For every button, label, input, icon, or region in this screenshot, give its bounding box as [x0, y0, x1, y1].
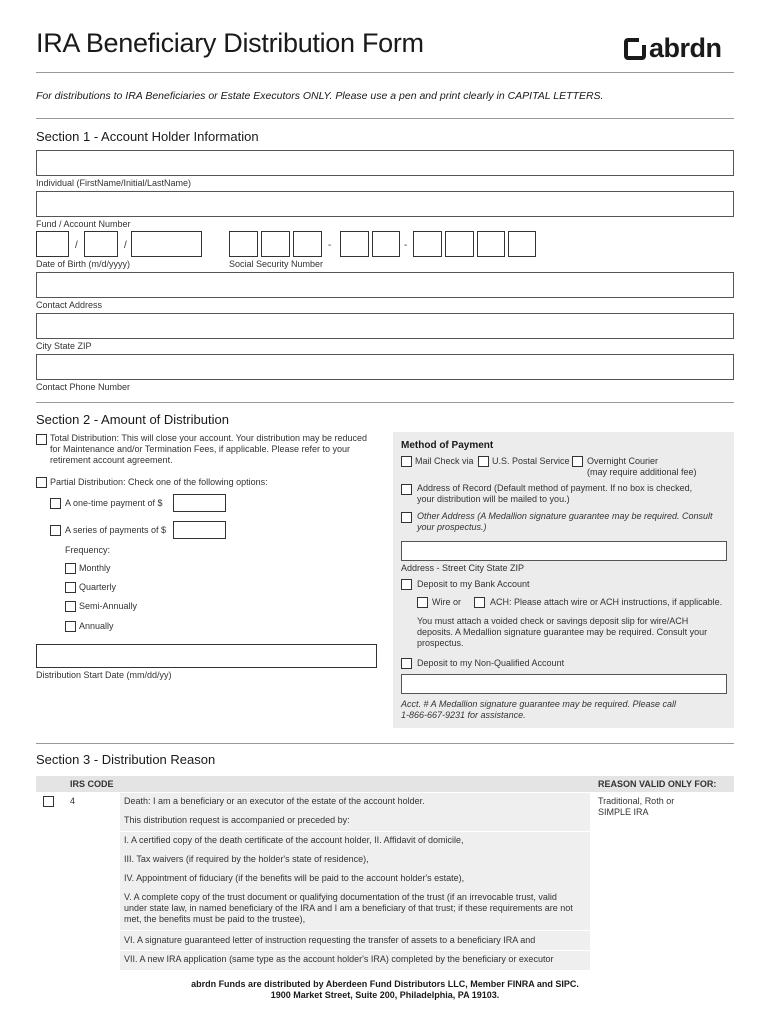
- quarterly-checkbox[interactable]: [65, 582, 76, 593]
- ssn-digit-field[interactable]: [445, 231, 474, 257]
- ach-label: ACH: Please attach wire or ACH instructions, if applicable.: [490, 597, 723, 607]
- other-address-text: Other Address (A Medallion signature guarantee may be required. Consult your prospectus.): [417, 511, 713, 532]
- series-amount-field[interactable]: [173, 521, 226, 539]
- death-reason-text: Death: I am a beneficiary or an executor of the estate of the account holder.: [124, 796, 425, 806]
- quarterly-label: Quarterly: [79, 582, 117, 592]
- ssn-digit-field[interactable]: [372, 231, 400, 257]
- partial-distribution-text: Partial Distribution: Check one of the following options:: [50, 477, 268, 487]
- contact-address-label: Contact Address: [36, 300, 103, 310]
- account-number-note: Acct. # A Medallion signature guarantee may be required. Please call 1-866-667-9231 for assistance.: [401, 699, 676, 720]
- requirement-item: VII. A new IRA application (same type as the account holder's IRA) completed by the beneficiary or executor: [124, 954, 554, 964]
- distribution-start-date-field[interactable]: [36, 644, 377, 668]
- ssn-label: Social Security Number: [229, 259, 324, 269]
- monthly-checkbox[interactable]: [65, 563, 76, 574]
- contact-phone-label: Contact Phone Number: [36, 382, 131, 392]
- ssn-dash: -: [404, 240, 408, 251]
- abrdn-logo-icon: [624, 38, 646, 60]
- form-instructions: For distributions to IRA Beneficiaries or Estate Executors ONLY. Please use a pen and print clearly in CAPITAL LETTERS.: [36, 90, 604, 102]
- semi-annually-label: Semi-Annually: [79, 601, 138, 611]
- address-of-record-text: Address of Record (Default method of payment. If no box is checked, your distribution will be mailed to you.): [417, 483, 693, 504]
- section3-heading: Section 3 - Distribution Reason: [36, 752, 216, 767]
- account-number-field[interactable]: [401, 674, 727, 694]
- annually-checkbox[interactable]: [65, 621, 76, 632]
- requirement-item: V. A complete copy of the trust document or qualifying documentation of the trust (if an irrevocable trust, valid under state law, in named beneficiary of the IRA and I am a beneficiary of that trust; if these requirements are not met, the benefits must be paid to the trustee),: [124, 892, 573, 924]
- header-divider: [36, 72, 734, 73]
- form-title: IRA Beneficiary Distribution Form: [36, 28, 424, 58]
- ssn-dash: -: [328, 240, 332, 251]
- section1-divider: [36, 118, 734, 119]
- method-of-payment-heading: Method of Payment: [401, 440, 494, 451]
- reason-valid-header: REASON VALID ONLY FOR:: [598, 779, 717, 789]
- mail-check-checkbox[interactable]: [401, 456, 412, 467]
- section2-divider: [36, 402, 734, 403]
- one-time-payment-checkbox[interactable]: [50, 498, 61, 509]
- contact-phone-field[interactable]: [36, 354, 734, 380]
- other-address-label: Address - Street City State ZIP: [401, 563, 525, 573]
- distribution-start-date-label: Distribution Start Date (mm/dd/yy): [36, 670, 172, 680]
- requirement-item: IV. Appointment of fiduciary (if the benefits will be paid to the account holder's estate),: [124, 873, 465, 883]
- ssn-digit-field[interactable]: [508, 231, 536, 257]
- overnight-courier-label: Overnight Courier: [587, 456, 659, 466]
- death-reason-checkbox[interactable]: [43, 796, 54, 807]
- address-of-record-checkbox[interactable]: [401, 484, 412, 495]
- dob-slash: /: [124, 240, 127, 251]
- section2-heading: Section 2 - Amount of Distribution: [36, 412, 229, 427]
- wire-label: Wire or: [432, 597, 461, 607]
- series-payments-label: A series of payments of $: [65, 525, 167, 535]
- mail-check-label: Mail Check via: [415, 456, 474, 466]
- one-time-amount-field[interactable]: [173, 494, 226, 512]
- footer-address: 1900 Market Street, Suite 200, Philadelphia, PA 19103.: [270, 990, 500, 1000]
- non-qualified-checkbox[interactable]: [401, 658, 412, 669]
- bank-deposit-checkbox[interactable]: [401, 579, 412, 590]
- annually-label: Annually: [79, 621, 114, 631]
- ach-checkbox[interactable]: [474, 597, 485, 608]
- ssn-digit-field[interactable]: [293, 231, 322, 257]
- dob-slash: /: [75, 240, 78, 251]
- monthly-label: Monthly: [79, 563, 111, 573]
- section3-divider: [36, 743, 734, 744]
- city-state-zip-field[interactable]: [36, 313, 734, 339]
- contact-address-field[interactable]: [36, 272, 734, 298]
- frequency-label: Frequency:: [65, 545, 111, 555]
- overnight-fee-note: (may require additional fee): [587, 467, 697, 477]
- dob-day-field[interactable]: [84, 231, 118, 257]
- dob-label: Date of Birth (m/d/yyyy): [36, 259, 131, 269]
- ssn-digit-field[interactable]: [229, 231, 258, 257]
- requirement-item: I. A certified copy of the death certificate of the account holder, II. Affidavit of domicile,: [124, 835, 464, 845]
- total-distribution-checkbox[interactable]: [36, 434, 47, 445]
- requirement-item: III. Tax waivers (if required by the holder's state of residence),: [124, 854, 369, 864]
- footer-distributor: abrdn Funds are distributed by Aberdeen Fund Distributors LLC, Member FINRA and SIPC.: [191, 979, 579, 989]
- accompanied-text: This distribution request is accompanied or preceded by:: [124, 815, 350, 825]
- ssn-digit-field[interactable]: [261, 231, 290, 257]
- bank-attach-note: You must attach a voided check or savings deposit slip for wire/ACH deposits. A Medallion signature guarantee may be required. Consult your prospectus.: [417, 616, 708, 648]
- ssn-digit-field[interactable]: [413, 231, 442, 257]
- section1-heading: Section 1 - Account Holder Information: [36, 129, 259, 144]
- other-address-field[interactable]: [401, 541, 727, 561]
- fund-account-field[interactable]: [36, 191, 734, 217]
- one-time-payment-label: A one-time payment of $: [65, 498, 163, 508]
- reason-valid-text: Traditional, Roth or SIMPLE IRA: [598, 796, 675, 817]
- irs-code-value: 4: [70, 796, 76, 806]
- partial-distribution-checkbox[interactable]: [36, 477, 47, 488]
- bank-deposit-label: Deposit to my Bank Account: [417, 579, 530, 589]
- series-payments-checkbox[interactable]: [50, 525, 61, 536]
- individual-name-field[interactable]: [36, 150, 734, 176]
- city-state-zip-label: City State ZIP: [36, 341, 92, 351]
- requirement-item: VI. A signature guaranteed letter of instruction requesting the transfer of assets to a beneficiary IRA and: [124, 935, 536, 945]
- ssn-digit-field[interactable]: [340, 231, 369, 257]
- usps-label: U.S. Postal Service: [492, 456, 570, 466]
- non-qualified-label: Deposit to my Non-Qualified Account: [417, 658, 565, 668]
- wire-checkbox[interactable]: [417, 597, 428, 608]
- logo-text: abrdn: [649, 33, 722, 63]
- individual-name-label: Individual (FirstName/Initial/LastName): [36, 178, 192, 188]
- fund-account-label: Fund / Account Number: [36, 219, 131, 229]
- irs-code-header: IRS CODE: [70, 779, 114, 789]
- total-distribution-text: Total Distribution: This will close your account. Your distribution may be reduced for Maintenance and/or Termination Fees, if applicable. Please refer to your retirement account agreement.: [50, 433, 367, 465]
- dob-month-field[interactable]: [36, 231, 69, 257]
- overnight-courier-checkbox[interactable]: [572, 456, 583, 467]
- other-address-checkbox[interactable]: [401, 512, 412, 523]
- ssn-digit-field[interactable]: [477, 231, 505, 257]
- usps-checkbox[interactable]: [478, 456, 489, 467]
- dob-year-field[interactable]: [131, 231, 202, 257]
- semi-annually-checkbox[interactable]: [65, 601, 76, 612]
- abrdn-logo: [624, 33, 722, 64]
